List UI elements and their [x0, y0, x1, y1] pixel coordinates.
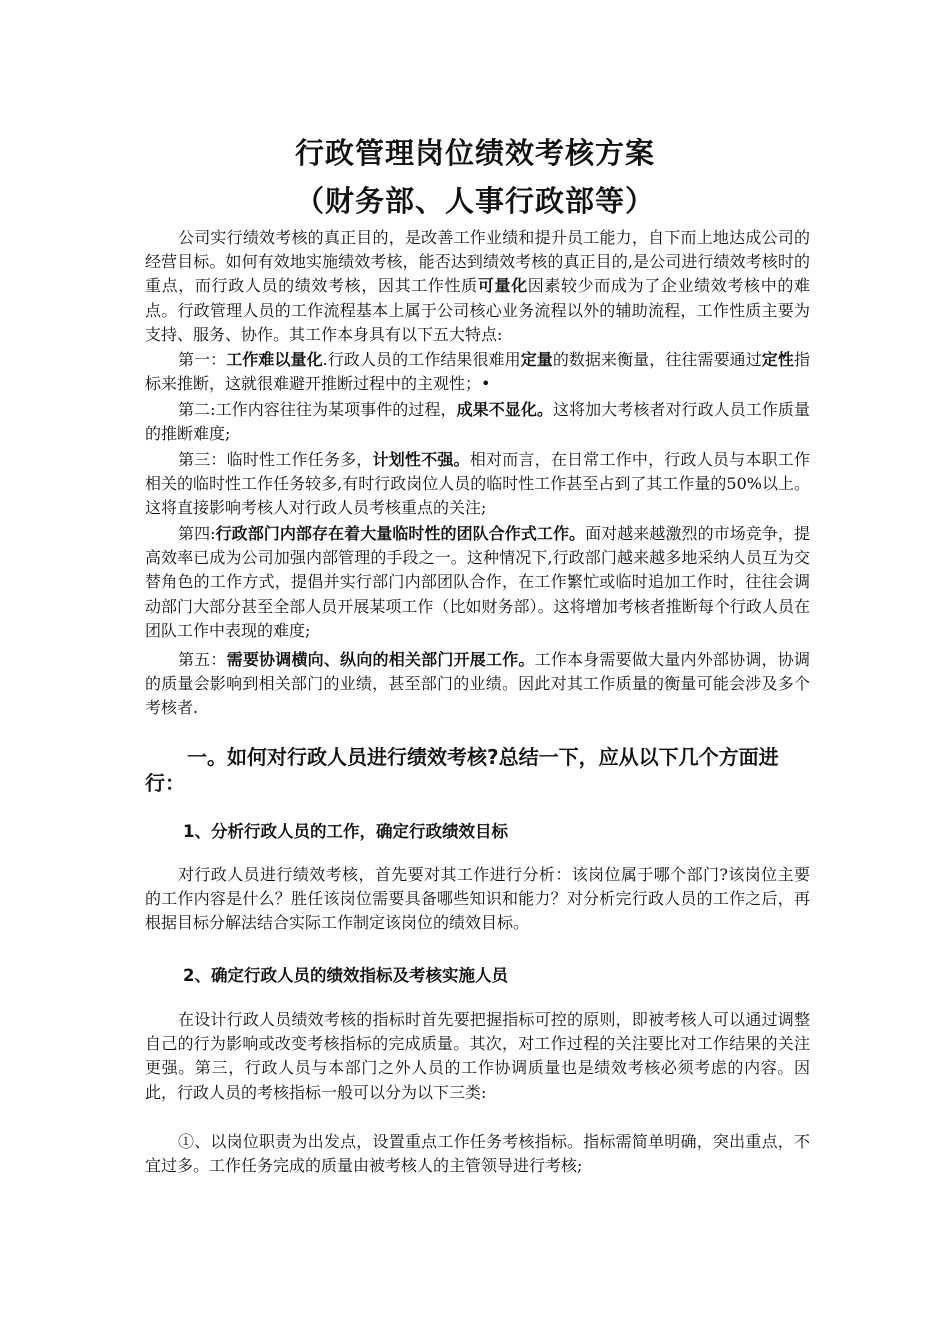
feature-4-bold: 行政部门内部存在着大量临时性的团队合作式工作。: [215, 524, 586, 543]
subsection-2-heading: 2、确定行政人员的绩效指标及考核实施人员: [183, 966, 508, 985]
feature-3-bold: 计划性不强。: [372, 450, 470, 469]
feature-5-prefix: 第五：: [178, 650, 227, 669]
feature-1-paragraph: [145, 348, 810, 396]
feature-2-paragraph: [145, 398, 810, 446]
intro-text: 公司实行绩效考核的真正目的，是改善工作业绩和提升员工能力，自下而上地达成公司的经营目标。如何有效地实施绩效考核，能否达到绩效考核的真正目的,是公司进行绩效考核时的重点，而行政人员的绩效考核，因其工作性质: [145, 228, 810, 296]
document-title: 行政管理岗位绩效考核方案: [294, 136, 655, 170]
feature-1-text-c: 指标来推断，这就很难避开推断过程中的主观性；•: [145, 350, 810, 394]
subsection-1-paragraph: 对行政人员进行绩效考核，首先要对其工作进行分析：该岗位属于哪个部门?该岗位主要的工作内容是什么？胜任该岗位需要具备哪些知识和能力？对分析完行政人员的工作之后，再根据目标分解法结合实际工作制定该岗位的绩效目标。: [145, 865, 810, 933]
intro-paragraph: [145, 226, 810, 347]
intro-tail-text: 因素较少而成为了企业绩效考核中的难点。行政管理人员的工作流程基本上属于公司核心业务流程以外的辅助流程，工作性质主要为支持、服务、协作。其工作本身具有以下五大特点:: [145, 276, 810, 344]
intro-bold-term: 可量化: [477, 276, 528, 296]
feature-2-prefix: 第二:工作内容往往为某项事件的过程，: [178, 400, 457, 419]
feature-3-prefix: 第三：临时性工作任务多，: [178, 450, 373, 469]
subsection-2-paragraph: 在设计行政人员绩效考核的指标时首先要把握指标可控的原则，即被考核人可以通过调整自己的行为影响或改变考核指标的完成质量。其次，对工作过程的关注要比对工作结果的关注更强。第三，行政人员与本部门之外人员的工作协调质量也是绩效考核必须考虑的内容。因此，行政人员的考核指标一般可以分为以下三类:: [145, 1010, 810, 1102]
feature-2-text: 这将加大考核者对行政人员工作质量的推断难度;: [145, 400, 810, 444]
feature-5-paragraph: [145, 648, 810, 721]
feature-3-paragraph: [145, 448, 810, 521]
feature-1-bold: 工作难以量化: [226, 350, 323, 369]
subsection-1-heading: 1、分析行政人员的工作，确定行政绩效目标: [183, 822, 508, 841]
feature-1-prefix: 第一：: [178, 350, 227, 369]
feature-1-text-a: .行政人员的工作结果很难用: [322, 350, 521, 369]
feature-3-text: 相对而言，在日常工作中，行政人员与本职工作相关的临时性工作任务较多,有时行政岗位人员的临时性工作甚至占到了其工作量的50%以上。这将直接影响考核人对行政人员考核重点的关注;: [145, 450, 810, 518]
feature-1-bold-b: 定量: [520, 350, 553, 369]
feature-4-prefix: 第四:: [178, 524, 216, 543]
document-subtitle: （财务部、人事行政部等）: [294, 184, 655, 218]
feature-1-bold-c: 定性: [761, 350, 794, 369]
section-1-heading: 一。如何对行政人员进行绩效考核?总结一下，应从以下几个方面进行：: [145, 745, 779, 795]
feature-1-text-b: 的数据来衡量，往往需要通过: [552, 350, 762, 369]
feature-2-bold: 成果不显化。: [456, 400, 553, 419]
feature-4-paragraph: [145, 522, 810, 643]
feature-5-text: 工作本身需要做大量内外部协调，协调的质量会影响到相关部门的业绩，甚至部门的业绩。因此对其工作质量的衡量可能会涉及多个考核者.: [145, 650, 810, 718]
indicator-item-1: ①、以岗位职责为出发点，设置重点工作任务考核指标。指标需简单明确，突出重点，不宜过多。工作任务完成的质量由被考核人的主管领导进行考核;: [145, 1132, 810, 1176]
feature-4-text: 面对越来越激烈的市场竞争，提高效率已成为公司加强内部管理的手段之一。这种情况下,行政部门越来越多地采纳人员互为交替角色的工作方式，提倡并实行部门内部团队合作，在工作繁忙或临时追加工作时，往往会调动部门大部分甚至全部人员开展某项工作（比如财务部）。这将增加考核者推断每个行政人员在团队工作中表现的难度;: [145, 524, 810, 640]
feature-5-bold: 需要协调横向、纵向的相关部门开展工作。: [226, 650, 535, 669]
